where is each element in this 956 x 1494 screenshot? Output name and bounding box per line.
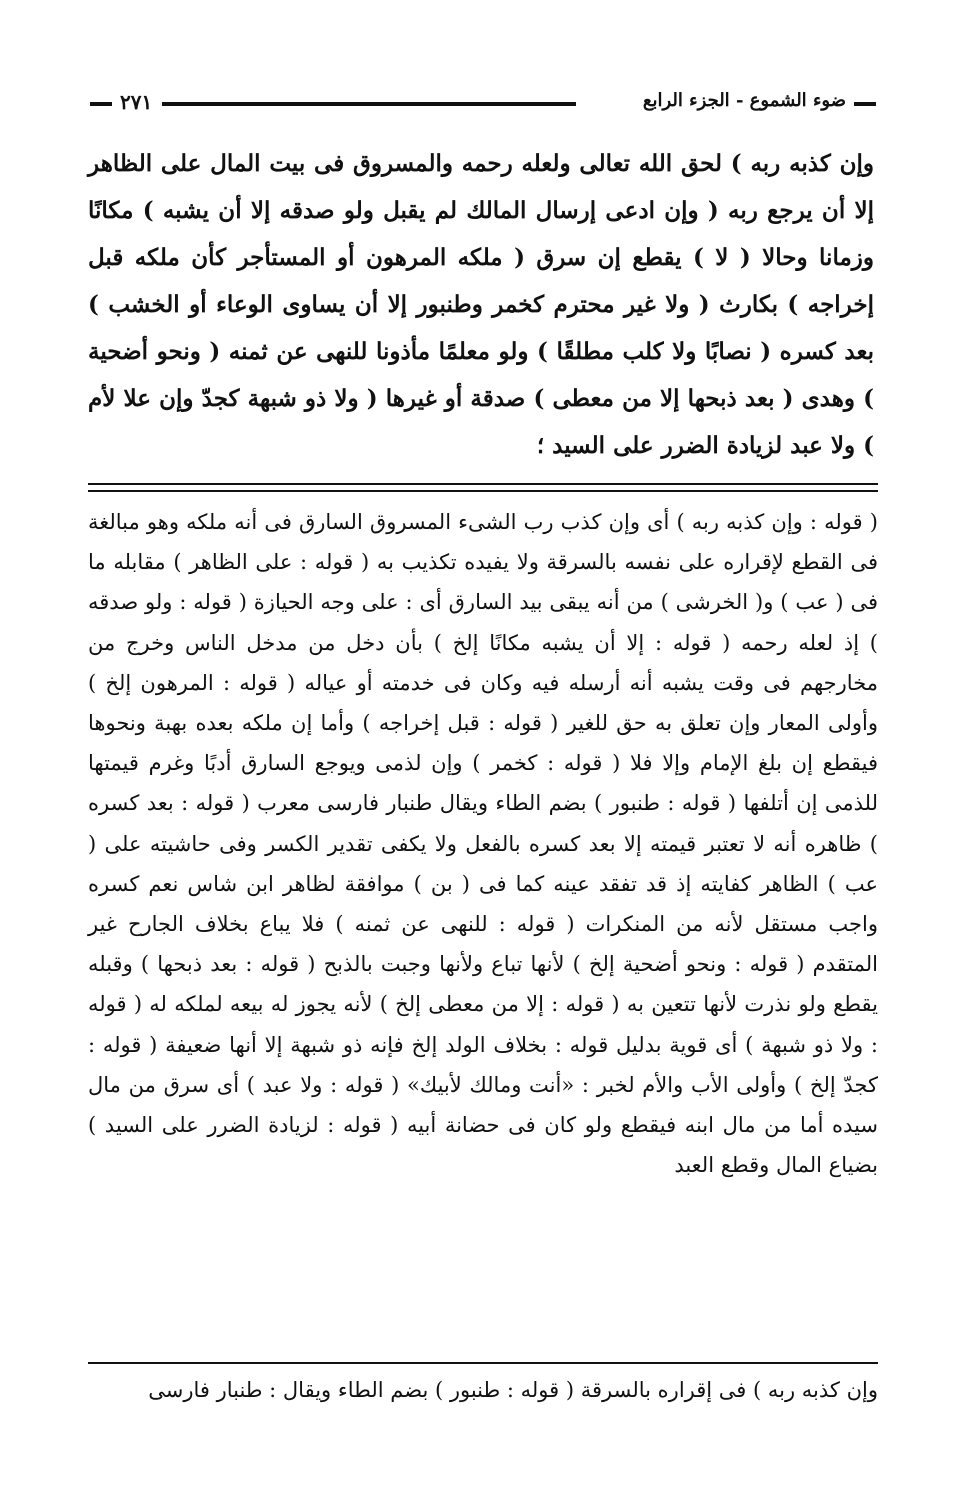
commentary-text: ( قوله : وإن كذبه ربه ) أى وإن كذب رب الشىء المسروق السارق فى أنه ملكه وهو مبالغة فى القطع لإقراره على نفسه بالسرقة ولا يفيده تكذيب به ( قوله : على الظاهر ) مقابله ما فى ( عب ) و( الخرشى ) من أنه يبقى بيد السارق أى : على وجه الحيازة ( قوله : ولو صدقه ) إذ لعله رحمه ( قوله : إلا أن يشبه مكانًا إلخ ) بأن دخل من مدخل الناس وخرج من مخارجهم فى وقت يشبه أنه أرسله فيه وكان فى خدمته أو عياله ( قوله : المرهون إلخ ) وأولى المعار وإن تعلق به حق للغير ( قوله : قبل إخراجه ) وأما إن ملكه بعده بهبة ونحوها فيقطع إن بلغ الإمام وإلا فلا ( قوله : كخمر ) وإن لذمى ويوجع السارق أدبًا وغرم قيمتها للذمى إن أتلفها ( قوله : طنبور ) بضم الطاء ويقال طنبار فارسى معرب ( قوله : بعد كسره ) ظاهره أنه لا تعتبر قيمته إلا بعد كسره بالفعل ولا يكفى تقدير الكسر وفى حاشيته على ( عب ) الظاهر كفايته إذ قد تفقد عينه كما فى ( بن ) موافقة لظاهر ابن شاس نعم كسره واجب مستقل لأنه من المنكرات ( قوله : للنهى عن ثمنه ) فلا يباع بخلاف الجارح غير المتقدم ( قوله : ونحو أضحية إلخ ) لأنها تباع ولأنها وجبت بالذبح ( قوله : بعد ذبحها ) وقبله يقطع ولو نذرت لأنها تتعين به ( قوله : إلا من معطى إلخ ) لأنه يجوز له بيعه لملكه له ( قوله : ولا ذو شبهة ) أى قوية بدليل قوله : بخلاف الولد إلخ فإنه ذو شبهة إلا أنها ضعيفة ( قوله : كجدّ إلخ ) وأولى الأب والأم لخبر : «أنت ومالك لأبيك» ( قوله : ولا عبد ) أى سرق من مال سيده أما من مال ابنه فيقطع ولو كان فى حضانة أبيه ( قوله : لزيادة الضرر على السيد ) بضياع المال وقطع العبد [88,510,878,1178]
footnote-rule [88,1362,878,1364]
page-number: ٢٧١ [120,90,153,114]
header-dash-right [854,102,876,106]
main-text: وإن كذبه ربه ) لحق الله تعالى ولعله رحمه والمسروق فى بيت المال على الظاهر إلا أن يرجع ربه ( وإن ادعى إرسال المالك لم يقبل ولو صدقه إلا أن يشبه ) مكانًا وزمانا وحالا ( لا ) يقطع إن سرق ( ملكه المرهون أو المستأجر كأن ملكه قبل إخراجه ) بكارث ( ولا غير محترم كخمر وطنبور إلا أن يساوى الوعاء أو الخشب ) بعد كسره ( نصابًا ولا كلب مطلقًا ) ولو معلمًا مأذونا للنهى عن ثمنه ( ونحو أضحية ) وهدى ( بعد ذبحها إلا من معطى ) صدقة أو غيرها ( ولا ذو شبهة كجدّ وإن علا لأم ) ولا عبد لزيادة الضرر على السيد ؛ [88,150,875,459]
footnote-block [88,1370,878,1410]
main-text-block [88,140,874,469]
page-header [90,90,876,120]
commentary-block [88,502,878,1185]
header-dash-left [90,102,112,106]
footnote-text: وإن كذبه ربه ) فى إقراره بالسرقة ( قوله : طنبور ) بضم الطاء ويقال : طنبار فارسى [148,1378,878,1402]
separator-rule-bottom [88,490,878,492]
running-title: ضوء الشموع - الجزء الرابع [642,90,846,111]
header-rule [162,102,576,106]
separator-rule-top [88,483,878,485]
